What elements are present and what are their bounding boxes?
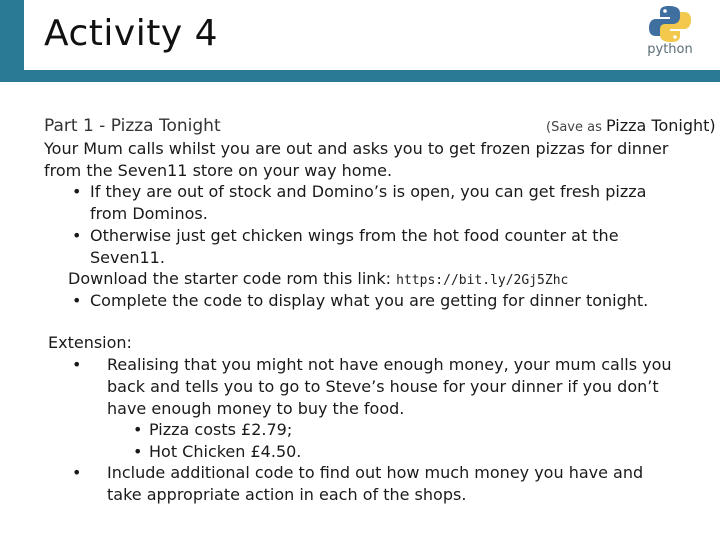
extension-sub-chicken-cost: Hot Chicken £4.50. <box>149 442 302 461</box>
download-line <box>68 268 568 292</box>
bullet2-line-2: Seven11. <box>90 248 165 267</box>
extension-item1-line-2: back and tells you to go to Steve’s house for your dinner if you don’t <box>107 377 659 396</box>
save-as-filename: Pizza Tonight) <box>606 116 716 135</box>
save-as-note <box>546 115 716 139</box>
bullet-marker: • <box>72 226 82 245</box>
bullet2-line-1: Otherwise just get chicken wings from the hot food counter at the <box>90 226 619 245</box>
intro-line-2: from the Seven11 store on your way home. <box>44 161 393 180</box>
bullet-marker: • <box>72 182 82 201</box>
bullet1-line-1: If they are out of stock and Domino’s is open, you can get fresh pizza <box>90 182 647 201</box>
extension-item2-line-2: take appropriate action in each of the shops. <box>107 485 467 504</box>
slide-title: Activity 4 <box>44 13 218 54</box>
extension-sub-pizza-cost: Pizza costs £2.79; <box>149 420 293 439</box>
bullet-marker: • <box>72 291 82 310</box>
bullet-marker: • <box>133 442 143 461</box>
download-text: Download the starter code rom this link: <box>68 269 397 288</box>
extension-item1-line-3: have enough money to buy the food. <box>107 399 405 418</box>
save-as-prefix: (Save as <box>546 120 606 135</box>
bullet-marker: • <box>133 420 143 439</box>
extension-heading: Extension: <box>48 333 132 352</box>
bullet1-line-2: from Dominos. <box>90 204 208 223</box>
extension-item1-line-1: Realising that you might not have enough money, your mum calls you <box>107 355 672 374</box>
python-logo-text: python <box>647 42 693 57</box>
bullet-marker: • <box>72 463 82 482</box>
extension-item2-line-1: Include additional code to find out how much money you have and <box>107 463 644 482</box>
intro-line-1: Your Mum calls whilst you are out and asks you to get frozen pizzas for dinner <box>44 139 669 158</box>
part1-heading: Part 1 - Pizza Tonight <box>44 116 221 136</box>
bullet3-text: Complete the code to display what you are getting for dinner tonight. <box>90 291 649 310</box>
bullet-marker: • <box>72 355 82 374</box>
download-link[interactable]: https://bit.ly/2Gj5Zhc <box>396 273 569 288</box>
